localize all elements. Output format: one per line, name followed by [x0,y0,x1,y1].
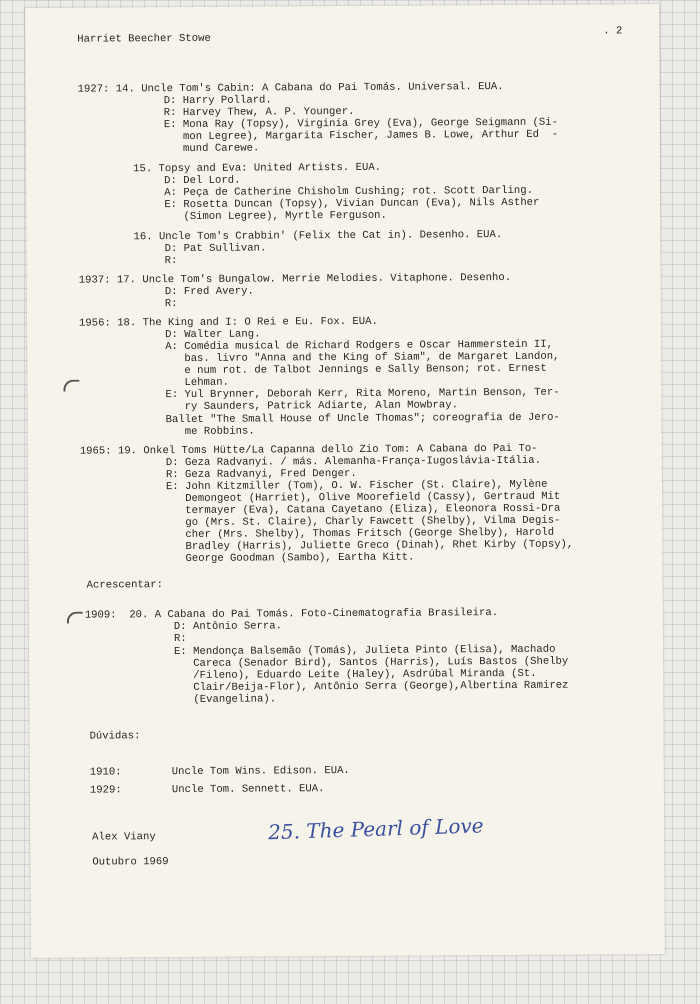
entry-title: 1927: 14. Uncle Tom's Cabin: A Cabana do Pai Tomás. Universal. EUA. [77,81,504,96]
doubt-year: 1929: [89,784,122,797]
margin-mark [67,612,83,624]
entry-title: 16. Uncle Tom's Crabbin' (Felix the Cat in). Desenho. EUA. [133,229,503,244]
entry-line: E: Mona Ray (Topsy), Virginia Grey (Eva), George Seigmann (Si- [163,116,559,132]
entry-line: R: [164,255,178,268]
handwritten-note: 25. The Pearl of Love [267,813,484,845]
entry-line: A: Comédia musical de Richard Rodgers e Oscar Hammerstein II, [165,338,554,354]
page-number: . 2 [603,25,623,38]
entry-line: mund Carewe. [163,142,260,156]
entry-line: D: Pat Sullivan. [164,242,267,256]
entry-line: R: [164,298,178,311]
entry-line: D: Fred Avery. [164,285,254,299]
entry-title: 1956: 18. The King and I: O Rei e Eu. Fox. EUA. [78,315,378,330]
entry-line: D: Del Lord. [164,174,241,188]
section-heading-duvidas: Dúvidas: [89,730,141,743]
margin-mark [63,380,79,392]
entry-line: termayer (Eva), Catana Cayetano (Eliza), Eleonora Rossi-Dra [166,502,561,518]
doubt-text: Uncle Tom. Sennett. EUA. [171,783,325,797]
entry-line: me Robbins. [165,425,255,439]
entry-line: D: Antônio Serra. [173,620,283,634]
entry-line: E: Rosetta Duncan (Topsy), Vivian Duncan (Eva), Nils Asther [164,196,540,212]
entry-line: (Evangelina). [174,693,277,707]
entry-line: R: Geza Radvanyi, Fred Denger. [165,467,357,482]
entry-line: cher (Mrs. Shelby), Thomas Fritsch (George Shelby), Harold [166,526,555,542]
entry-line: Clair/Beija-Flor), Antônio Serra (George),Albertina Ramirez [174,679,569,695]
entry-line: George Goodman (Sambo), Eartha Kitt. [166,551,415,566]
entry-line: e num rot. de Talbot Jennings e Sally Benson; rot. Ernest [165,362,547,378]
signature-date: Outubro 1969 [92,856,169,869]
doubt-text: Uncle Tom Wins. Edison. EUA. [171,764,350,779]
entry-line: ry Saunders, Patrick Adiarte, Alan Mowbray. [165,399,459,414]
entry-line: A: Peça de Catherine Chisholm Cushing; rot. Scott Darling. [164,184,534,200]
doubt-year: 1910: [89,766,122,779]
entry-title: 15. Topsy and Eva: United Artists. EUA. [133,161,382,176]
entry-line: E: John Kitzmiller (Tom), O. W. Fischer (St. Claire), Mylène [165,478,548,494]
entry-line: Bradley (Harris), Juliette Greco (Dinah), Rhet Kirby (Topsy), [166,538,574,554]
running-header-author: Harriet Beecher Stowe [77,32,211,46]
entry-line: R: Harvey Thew, A. P. Younger. [163,105,355,120]
document-page [25,4,665,958]
entry-line: E: Yul Brynner, Deborah Kerr, Rita Moreno, Martin Benson, Ter- [165,386,560,402]
entry-line: Careca (Senador Bird), Santos (Harris), Luís Bastos (Shelby [174,655,569,671]
entry-title: 1909: 20. A Cabana do Pai Tomás. Foto-Cinematografia Brasileira. [84,607,499,622]
entry-line: (Simon Legree), Myrtle Ferguson. [164,209,387,224]
entry-line: mon Legree), Margarita Fischer, James B. Lowe, Arthur Ed - [163,128,559,144]
entry-line: D: Walter Lang. [165,328,261,342]
entry-title: 1965: 19. Onkel Toms Hütte/La Capanna dello Zio Tom: A Cabana do Pai To- [79,442,538,458]
signature-name: Alex Viany [92,831,156,844]
entry-line: D: Harry Pollard. [163,94,272,108]
entry-line: R: [173,632,187,646]
entry-line: Demongeot (Harriet), Olive Moorefield (Cassy), Gertraud Mit [166,490,561,506]
entry-line: go (Mrs. St. Claire), Charly Fawcett (Shelby), Vilma Degis- [166,514,561,530]
section-heading-acrescentar: Acrescentar: [86,579,163,592]
entry-line: /Fileno), Eduardo Leite (Haley), Asdrúbal Miranda (St. [174,667,537,683]
entry-title: 1937: 17. Uncle Tom's Bungalow. Merrie Melodies. Vitaphone. Desenho. [78,271,512,287]
entry-line: D: Geza Radvanyi. / más. Alemanha-França-Iugoslávia-Itália. [165,454,542,470]
entry-line: Ballet "The Small House of Uncle Thomas"; coreografia de Jero- [165,411,560,427]
entry-line: Lehman. [165,376,230,390]
entry-line: E: Mendonça Balsemão (Tomás), Julieta Pinto (Elisa), Machado [174,643,556,659]
entry-line: bas. livro "Anna and the King of Siam", de Margaret Landon, [165,350,560,366]
